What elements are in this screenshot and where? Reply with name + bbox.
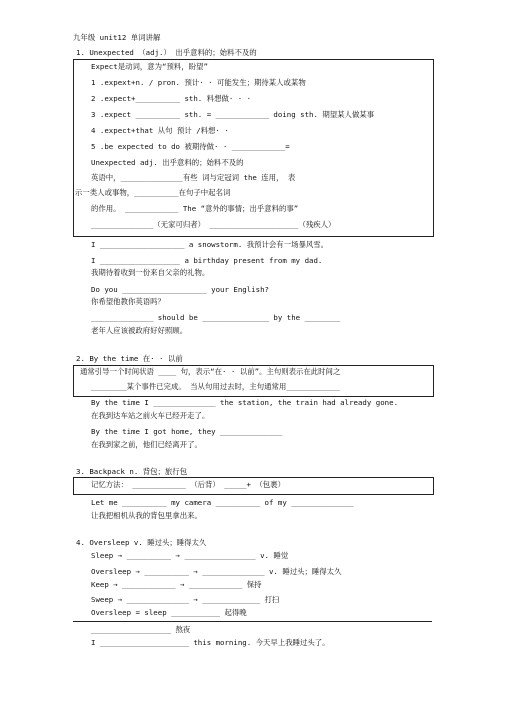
s4-line: Keep → ____________ → ____________ 保持 [91,580,262,589]
s4-line: Oversleep = sleep ___________ 起得晚 [91,608,247,617]
s4-line: Sleep → __________ → ________________ v. 睡觉 [91,551,289,560]
s4-heading: 4. Oversleep v. 睡过头；睡得太久 [76,538,207,547]
s1-example: I ___________________ a snowstorm. 我预计会有一场暴风雪。 [91,240,329,249]
s2-example: 在我到家之前，他们已经离开了。 [91,440,202,449]
s1-box-line: Expect是动词，意为“预料，盼望” [91,62,208,71]
s1-box-line: 5 .be expected to do 被期待做· · ____________= [91,142,290,151]
s1-box-line: 英语中，______________有些 词与定冠词 the 连用， 表 [91,173,296,182]
s4-line: Sweep → ______________ → _____________ 打扫 [91,595,280,604]
s1-box-line: 2 .expect+__________ sth. 料想做· · · [91,94,252,103]
s1-example: ______________ should be _______________ by the ________ [91,313,341,322]
s1-box-line: 的作用。 ____________ The “意外的事情；出乎意料的事” [91,204,299,213]
s4-line: I ____________________ this morning. 今天早上我睡过头了。 [91,638,330,647]
s1-box-line: 3 .expect __________ sth. = ____________ doing sth. 期望某人做某事 [91,110,375,119]
s3-box-line: 记忆方法： ____________ （后背） _____+ （包裹） [91,480,285,489]
s1-box-line: 4 .expect+that 从句 预计 /料想· · [91,126,229,135]
s1-box-line: 1 .expext+n. / pron. 预计· · 可能发生；期待某人或某物 [91,78,306,87]
s1-example: I __________________ a birthday present from my dad. [91,256,323,265]
s2-heading: 2. By the time 在· · 以前 [76,354,183,363]
s4-line: __________________ 熬夜 [91,625,191,634]
s2-example: 在我到达车站之前火车已经开走了。 [91,411,210,420]
s2-example: By the time I ______________ the station, the train had already gone. [91,398,399,407]
divider [73,621,432,622]
s1-heading: 1. Unexpected （adj.） 出乎意料的；始料不及的 [76,48,257,57]
s1-box-line: ______________（无家可归者） ____________________（残疾人） [91,220,336,229]
s2-box-line: ________某个事件已完成。 当从句用过去时，主句通常用____________ [91,382,340,391]
s3-example: Let me __________ my camera __________ of my ______________ [91,498,354,507]
s2-example: By the time I got home, they ______________ [91,427,283,436]
s1-box-line: 示一类人或事物，__________在句子中起名词 [75,188,231,197]
s1-example: 我期待着收到一份来自父亲的礼物。 [91,268,210,277]
page-title: 九年级 unit12 单词讲解 [73,33,161,42]
s1-example: 老年人应该被政府好好照顾。 [91,326,188,335]
s4-line: Oversleep → __________ → ______________ v. 睡过头；睡得太久 [91,567,342,576]
s3-heading: 3. Backpack n. 背包；旅行包 [76,467,188,476]
s3-example: 让我把相机从我的背包里拿出来。 [91,511,202,520]
s1-box-line: Unexpected adj. 出乎意料的；始料不及的 [91,158,244,167]
s1-example: Do you ___________________ your English? [91,285,269,294]
s2-box-line: 通常引导一个时间状语 ____ 句，表示“在· · 以前”。主句则表示在此时间之 [80,367,341,376]
s1-example: 你希望他教你英语吗？ [91,297,165,306]
